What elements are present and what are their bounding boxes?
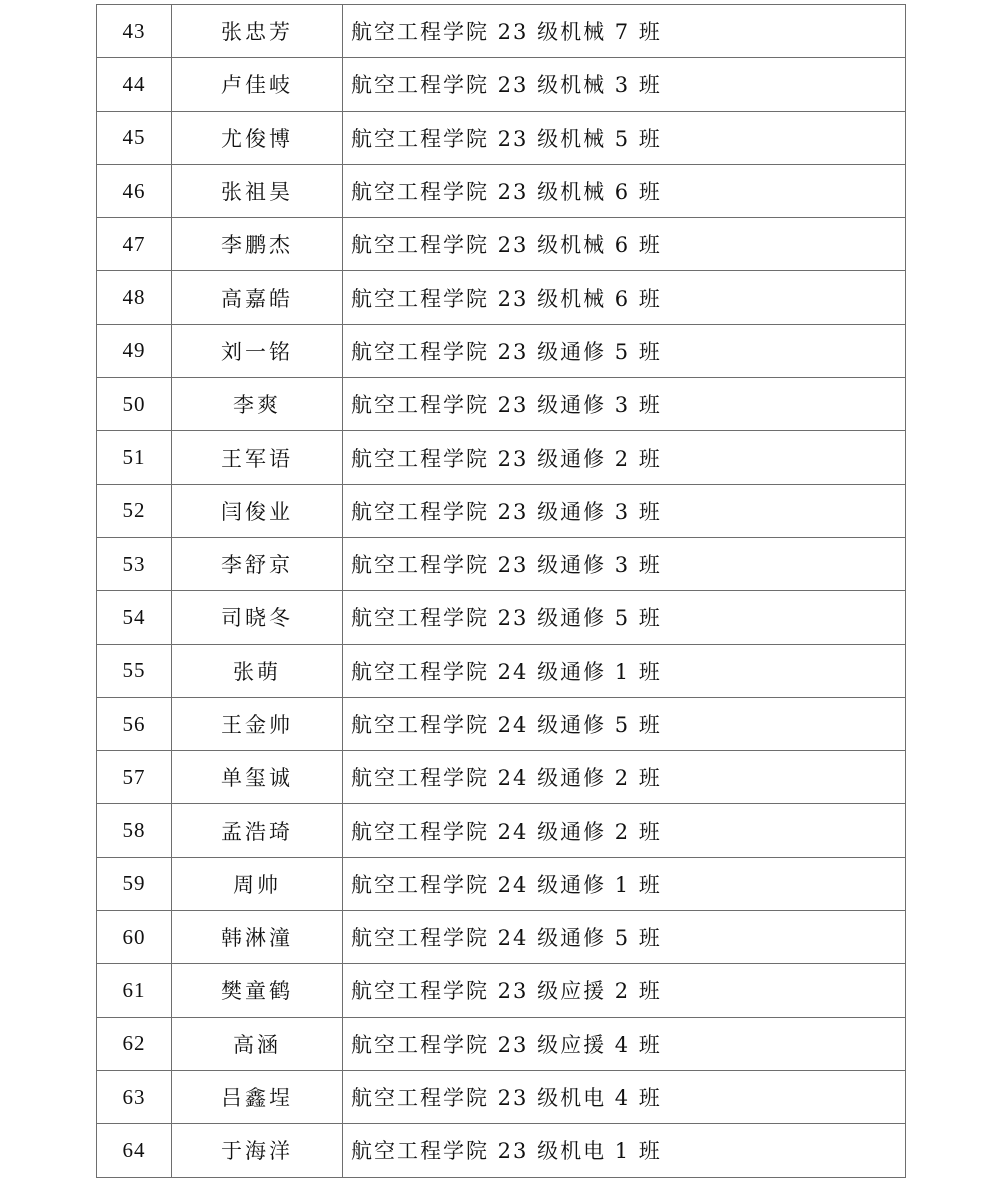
table-row	[97, 1017, 906, 1070]
student-name: 张祖昊	[172, 164, 343, 217]
row-number: 46	[97, 164, 172, 217]
table-row	[97, 644, 906, 697]
table-row	[97, 378, 906, 431]
row-number: 43	[97, 5, 172, 58]
student-name: 卢佳岐	[172, 58, 343, 111]
student-name: 高涵	[172, 1017, 343, 1070]
table-row	[97, 697, 906, 750]
row-number: 56	[97, 697, 172, 750]
row-number: 48	[97, 271, 172, 324]
table-row	[97, 1124, 906, 1177]
student-name: 刘一铭	[172, 324, 343, 377]
student-class: 航空工程学院 24 级通修 2 班	[343, 751, 906, 804]
table-row	[97, 964, 906, 1017]
student-name: 尤俊博	[172, 111, 343, 164]
row-number: 49	[97, 324, 172, 377]
table-row	[97, 1070, 906, 1123]
table-row	[97, 911, 906, 964]
student-class: 航空工程学院 23 级机械 7 班	[343, 5, 906, 58]
row-number: 61	[97, 964, 172, 1017]
student-name: 李鹏杰	[172, 218, 343, 271]
table-row	[97, 537, 906, 590]
table-row	[97, 5, 906, 58]
table-row	[97, 58, 906, 111]
student-class: 航空工程学院 23 级机械 6 班	[343, 271, 906, 324]
row-number: 55	[97, 644, 172, 697]
student-class: 航空工程学院 23 级机械 6 班	[343, 164, 906, 217]
student-class: 航空工程学院 23 级机械 5 班	[343, 111, 906, 164]
table-row	[97, 804, 906, 857]
student-name: 吕鑫埕	[172, 1070, 343, 1123]
row-number: 45	[97, 111, 172, 164]
student-class: 航空工程学院 23 级机电 1 班	[343, 1124, 906, 1177]
row-number: 63	[97, 1070, 172, 1123]
student-class: 航空工程学院 23 级通修 5 班	[343, 324, 906, 377]
student-class: 航空工程学院 24 级通修 5 班	[343, 697, 906, 750]
table-row	[97, 164, 906, 217]
table-row	[97, 111, 906, 164]
student-name: 张萌	[172, 644, 343, 697]
row-number: 60	[97, 911, 172, 964]
student-name: 樊童鹤	[172, 964, 343, 1017]
row-number: 62	[97, 1017, 172, 1070]
student-class: 航空工程学院 24 级通修 5 班	[343, 911, 906, 964]
student-name: 闫俊业	[172, 484, 343, 537]
table-row	[97, 271, 906, 324]
row-number: 58	[97, 804, 172, 857]
student-class: 航空工程学院 23 级通修 3 班	[343, 537, 906, 590]
row-number: 59	[97, 857, 172, 910]
student-class: 航空工程学院 23 级通修 3 班	[343, 484, 906, 537]
student-class: 航空工程学院 24 级通修 1 班	[343, 644, 906, 697]
student-class: 航空工程学院 23 级机械 6 班	[343, 218, 906, 271]
student-name: 韩淋潼	[172, 911, 343, 964]
row-number: 54	[97, 591, 172, 644]
student-name: 孟浩琦	[172, 804, 343, 857]
row-number: 44	[97, 58, 172, 111]
student-roster-table	[96, 4, 906, 1178]
student-name: 王金帅	[172, 697, 343, 750]
student-name: 高嘉皓	[172, 271, 343, 324]
student-class: 航空工程学院 23 级应援 2 班	[343, 964, 906, 1017]
student-class: 航空工程学院 24 级通修 1 班	[343, 857, 906, 910]
row-number: 51	[97, 431, 172, 484]
row-number: 64	[97, 1124, 172, 1177]
student-name: 周帅	[172, 857, 343, 910]
table-row	[97, 324, 906, 377]
student-class: 航空工程学院 23 级机械 3 班	[343, 58, 906, 111]
row-number: 53	[97, 537, 172, 590]
student-name: 王军语	[172, 431, 343, 484]
student-name: 司晓冬	[172, 591, 343, 644]
table-row	[97, 218, 906, 271]
table-row	[97, 857, 906, 910]
row-number: 47	[97, 218, 172, 271]
table-row	[97, 591, 906, 644]
table-row	[97, 484, 906, 537]
roster-body	[97, 5, 906, 1178]
student-name: 于海洋	[172, 1124, 343, 1177]
row-number: 57	[97, 751, 172, 804]
student-name: 单玺诚	[172, 751, 343, 804]
student-class: 航空工程学院 24 级通修 2 班	[343, 804, 906, 857]
student-class: 航空工程学院 23 级机电 4 班	[343, 1070, 906, 1123]
row-number: 50	[97, 378, 172, 431]
student-name: 李爽	[172, 378, 343, 431]
student-name: 李舒京	[172, 537, 343, 590]
student-class: 航空工程学院 23 级通修 5 班	[343, 591, 906, 644]
row-number: 52	[97, 484, 172, 537]
student-name: 张忠芳	[172, 5, 343, 58]
student-class: 航空工程学院 23 级通修 3 班	[343, 378, 906, 431]
student-class: 航空工程学院 23 级通修 2 班	[343, 431, 906, 484]
table-row	[97, 751, 906, 804]
table-row	[97, 431, 906, 484]
student-class: 航空工程学院 23 级应援 4 班	[343, 1017, 906, 1070]
